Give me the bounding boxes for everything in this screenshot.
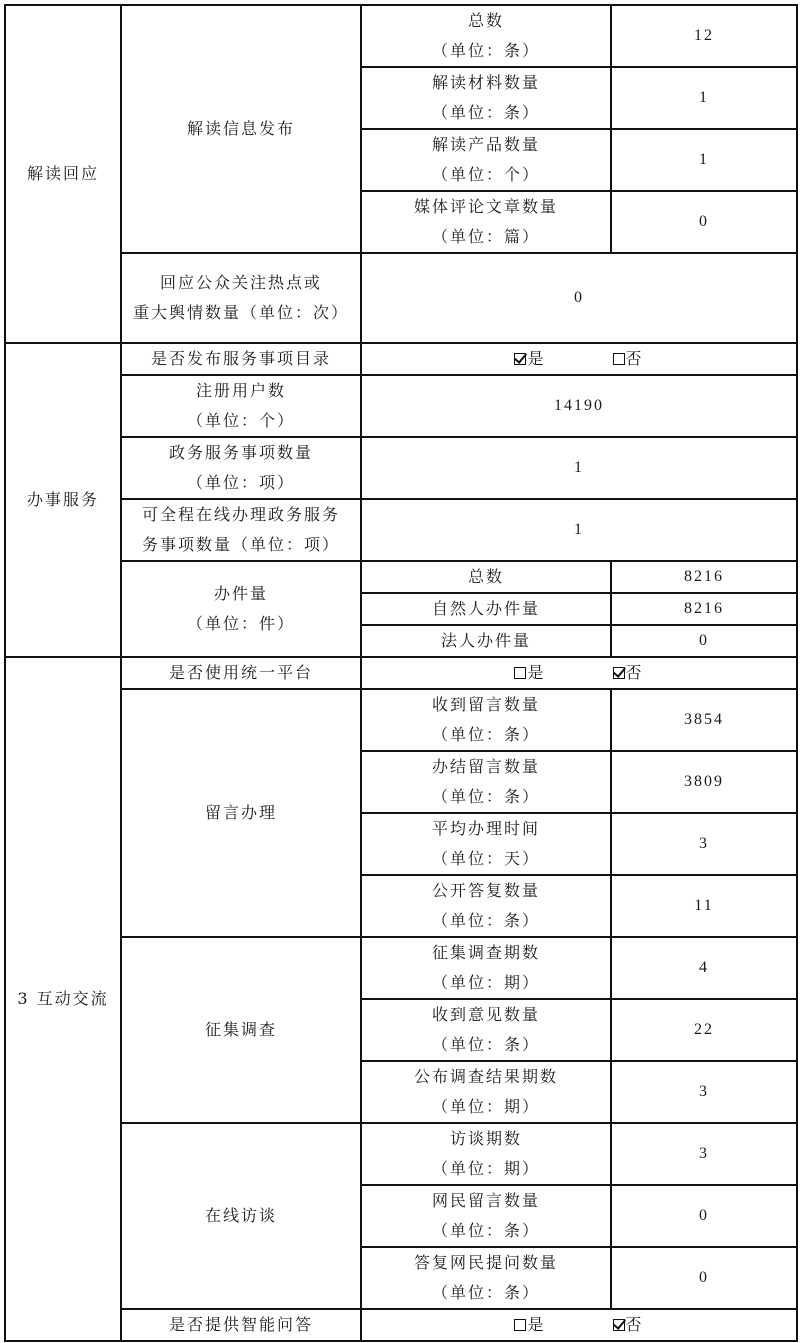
option-no[interactable]: 否	[613, 658, 644, 688]
group-label-cases: 办件量 （单位：件）	[121, 561, 361, 657]
section-label-interaction: 3 互动交流	[5, 657, 121, 1341]
option-yes[interactable]: 是	[514, 344, 545, 374]
table-row	[5, 437, 797, 499]
group-label-survey: 征集调查	[121, 937, 361, 1123]
row-label-hotspot: 回应公众关注热点或 重大舆情数量（单位：次）	[121, 253, 361, 343]
table-row	[5, 1123, 797, 1185]
row-label: 是否发布服务事项目录	[121, 343, 361, 375]
row-label: 平均办理时间 （单位：天）	[361, 813, 611, 875]
row-label: 收到留言数量 （单位：条）	[361, 689, 611, 751]
smart-qa-checkbox-group	[361, 1309, 797, 1341]
row-label: 政务服务事项数量 （单位：项）	[121, 437, 361, 499]
table-row	[5, 5, 797, 67]
row-label: 公开答复数量 （单位：条）	[361, 875, 611, 937]
row-value: 0	[611, 1185, 797, 1247]
table-row	[5, 343, 797, 375]
checkbox-checked-icon[interactable]	[613, 667, 625, 679]
option-yes[interactable]: 是	[514, 1310, 545, 1340]
row-value: 0	[611, 625, 797, 657]
row-label: 总数 （单位：条）	[361, 5, 611, 67]
checkbox-unchecked-icon[interactable]	[514, 667, 526, 679]
row-label: 是否提供智能问答	[121, 1309, 361, 1341]
row-label: 征集调查期数 （单位：期）	[361, 937, 611, 999]
row-value: 1	[361, 499, 797, 561]
row-value: 1	[611, 67, 797, 129]
row-label: 办结留言数量 （单位：条）	[361, 751, 611, 813]
row-value: 0	[611, 1247, 797, 1309]
option-no[interactable]: 否	[613, 1310, 644, 1340]
row-label: 访谈期数 （单位：期）	[361, 1123, 611, 1185]
checkbox-checked-icon[interactable]	[613, 1319, 625, 1331]
table-row	[5, 1309, 797, 1341]
row-value: 4	[611, 937, 797, 999]
group-label-interview: 在线访谈	[121, 1123, 361, 1309]
option-no[interactable]: 否	[613, 344, 644, 374]
table-row	[5, 657, 797, 689]
table-row	[5, 561, 797, 593]
row-value: 3	[611, 813, 797, 875]
table-row	[5, 689, 797, 751]
row-label: 总数	[361, 561, 611, 593]
row-value: 0	[361, 253, 797, 343]
checkbox-checked-icon[interactable]	[514, 353, 526, 365]
table-row	[5, 499, 797, 561]
catalog-checkbox-group	[361, 343, 797, 375]
row-value: 12	[611, 5, 797, 67]
row-value: 22	[611, 999, 797, 1061]
row-label: 法人办件量	[361, 625, 611, 657]
statistics-table	[4, 4, 798, 1342]
checkbox-unchecked-icon[interactable]	[514, 1319, 526, 1331]
group-label-messages: 留言办理	[121, 689, 361, 937]
row-value: 0	[611, 191, 797, 253]
row-value: 8216	[611, 561, 797, 593]
row-label: 网民留言数量 （单位：条）	[361, 1185, 611, 1247]
row-label: 解读材料数量 （单位：条）	[361, 67, 611, 129]
row-value: 1	[361, 437, 797, 499]
checkbox-unchecked-icon[interactable]	[613, 353, 625, 365]
row-label: 自然人办件量	[361, 593, 611, 625]
row-label: 可全程在线办理政务服务 务事项数量（单位：项）	[121, 499, 361, 561]
row-label: 收到意见数量 （单位：条）	[361, 999, 611, 1061]
row-label: 是否使用统一平台	[121, 657, 361, 689]
section-label-interpretation: 解读回应	[5, 5, 121, 343]
row-value: 3	[611, 1123, 797, 1185]
group-label-publish: 解读信息发布	[121, 5, 361, 253]
option-yes[interactable]: 是	[514, 658, 545, 688]
row-value: 14190	[361, 375, 797, 437]
row-label: 答复网民提问数量 （单位：条）	[361, 1247, 611, 1309]
row-label: 媒体评论文章数量 （单位：篇）	[361, 191, 611, 253]
row-label: 解读产品数量 （单位：个）	[361, 129, 611, 191]
section-label-service: 办事服务	[5, 343, 121, 657]
row-label: 公布调查结果期数 （单位：期）	[361, 1061, 611, 1123]
row-value: 11	[611, 875, 797, 937]
platform-checkbox-group	[361, 657, 797, 689]
row-value: 3809	[611, 751, 797, 813]
table-row	[5, 375, 797, 437]
row-label: 注册用户数 （单位：个）	[121, 375, 361, 437]
row-value: 3	[611, 1061, 797, 1123]
table-row	[5, 937, 797, 999]
row-value: 1	[611, 129, 797, 191]
row-value: 8216	[611, 593, 797, 625]
row-value: 3854	[611, 689, 797, 751]
table-row	[5, 253, 797, 343]
